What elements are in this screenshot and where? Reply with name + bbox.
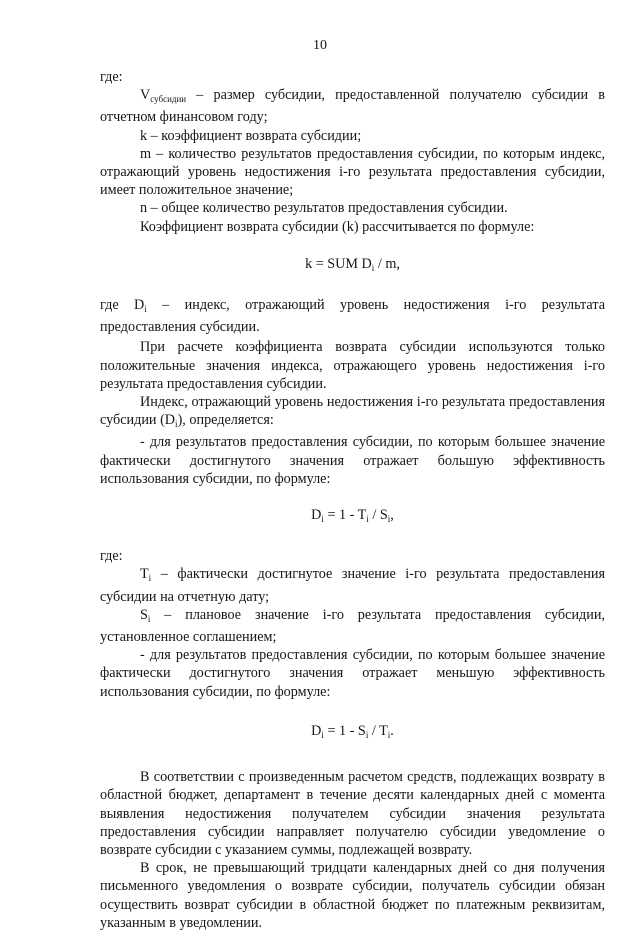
case-1-paragraph: - для результатов предоставления субсидии, по которым большее значение фактически достигнутого значения отражает большую эффективность использования субсидии, по формуле: xyxy=(100,434,605,487)
positive-values-paragraph: При расчете коэффициента возврата субсидии используются только положительные значения индекса, отражающего уровень недостижения i-го результата предоставления субсидии. xyxy=(100,339,605,392)
definition-n: n – общее количество результатов предоставления субсидии. xyxy=(140,200,508,217)
where-label-2: где: xyxy=(100,548,123,565)
case-2-paragraph: - для результатов предоставления субсидии, по которым большее значение фактически достигнутого значения отражает меньшую эффективность использования субсидии, по формуле: xyxy=(100,647,605,700)
deadline-paragraph: В срок, не превышающий тридцати календарных дней со дня получения письменного уведомления о возврате субсидии, получатель субсидии обязан осуществить возврат субсидии в областной бюджет по платежным реквизитам, указанным в уведомлении. xyxy=(100,860,605,931)
index-definition: Индекс, отражающий уровень недостижения i-го результата предоставления субсидии $(D_i)$, определяется: xyxy=(100,394,605,430)
page-number: 10 xyxy=(313,38,327,53)
formula-1: $D_i = 1 - T_i / S_i$, xyxy=(311,507,394,525)
k-formula-intro: Коэффициент возврата субсидии (k) рассчитывается по формуле: xyxy=(140,218,535,235)
definition-di: где $D_i$ – индекс, отражающий уровень недостижения i-го результата предоставления субсидии. xyxy=(100,297,606,336)
definition-m: m – количество результатов предоставления субсидии, по которым индекс, отражающий уровень недостижения i-го результата предоставления субсидии, имеет положительное значение; xyxy=(100,145,605,199)
definition-s: $S_i$ – плановое значение i-го результата предоставления субсидии, установленное соглашением; xyxy=(100,606,605,646)
formula-k: k = SUM $D_i$ / m, xyxy=(305,255,400,273)
notice-paragraph: В соответствии с произведенным расчетом средств, подлежащих возврату в областной бюджет, департамент в течение десяти календарных дней с момента выявления недостижения получателем субсидии значения результата предоставления субсидии направляет получателю субсидии уведомление о возврате субсидии с указанием суммы, подлежащей возврату. xyxy=(100,769,605,858)
definition-v: $V_{субсидии}$ – размер субсидии, предоставленной получателю субсидии в отчетном финансовом году; xyxy=(100,87,605,126)
definition-k: k – коэффициент возврата субсидии; xyxy=(140,127,362,144)
formula-2: $D_i = 1 - S_i / T_i$. xyxy=(311,722,394,740)
where-label-1: где: xyxy=(100,69,123,85)
document-body xyxy=(100,68,605,932)
definition-t: $T_i$ – фактически достигнутое значение i-го результата предоставления субсидии на отчетную дату; xyxy=(100,566,605,605)
